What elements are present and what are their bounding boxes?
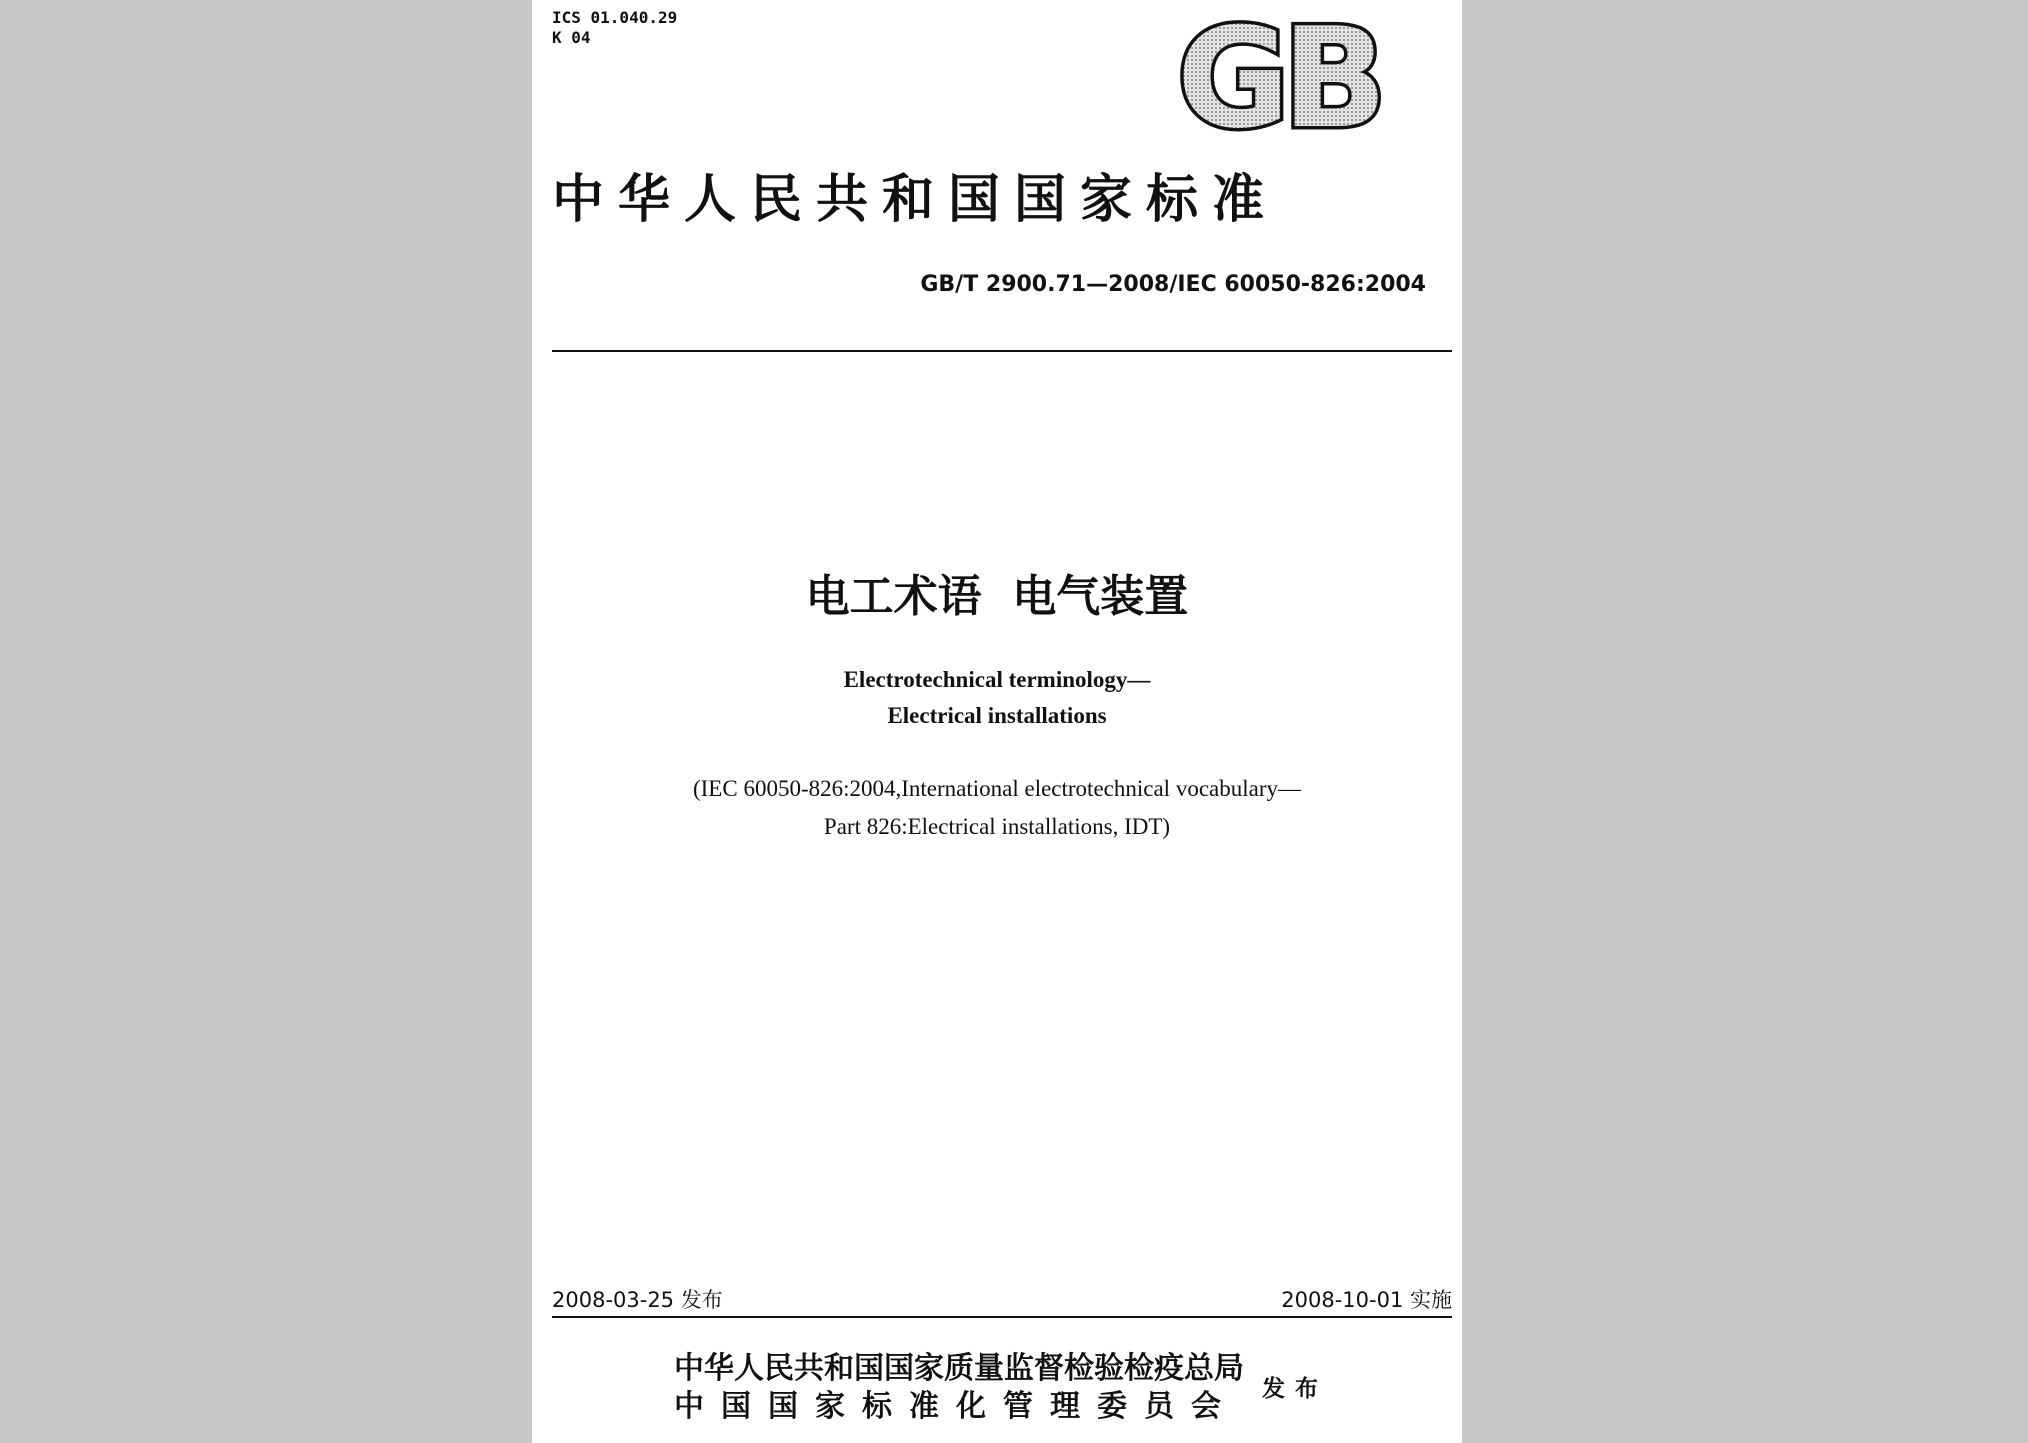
iec-reference-line1: (IEC 60050-826:2004,International electrotechnical vocabulary— (692, 776, 1301, 801)
ccs-code: K 04 (552, 28, 591, 47)
national-standard-title: 中华人民共和国国家标准 (552, 169, 1279, 230)
issuer-aqsiq: 中华人民共和国国家质量监督检验检疫总局 (674, 1351, 1244, 1386)
standard-cover-page (532, 0, 1462, 1443)
gb-logo-lettering: GB (1176, 18, 1380, 134)
implementation-date: 2008-10-01 实施 (1281, 1288, 1452, 1312)
publish-label: 发布 (1262, 1375, 1328, 1402)
top-divider (552, 350, 1452, 352)
english-name-line1: Electrotechnical terminology— (843, 667, 1151, 692)
english-name-line2: Electrical installations (887, 703, 1107, 728)
iec-reference (532, 770, 1462, 846)
standard-code: GB/T 2900.71—2008/IEC 60050-826:2004 (920, 272, 1426, 297)
iec-reference-line2: Part 826:Electrical installations, IDT) (823, 814, 1171, 839)
gb-logo (1166, 18, 1390, 134)
ics-code: ICS 01.040.29 (552, 8, 678, 27)
bottom-divider (552, 1316, 1452, 1318)
classification-codes (552, 8, 677, 48)
standard-chinese-name: 电工术语 电气装置 (805, 571, 1189, 622)
issuing-authorities (674, 1350, 1244, 1426)
issuer-sac: 中国国家标准化管理委员会 (674, 1389, 1238, 1424)
issue-date: 2008-03-25 发布 (552, 1288, 723, 1312)
standard-english-name (532, 662, 1462, 734)
